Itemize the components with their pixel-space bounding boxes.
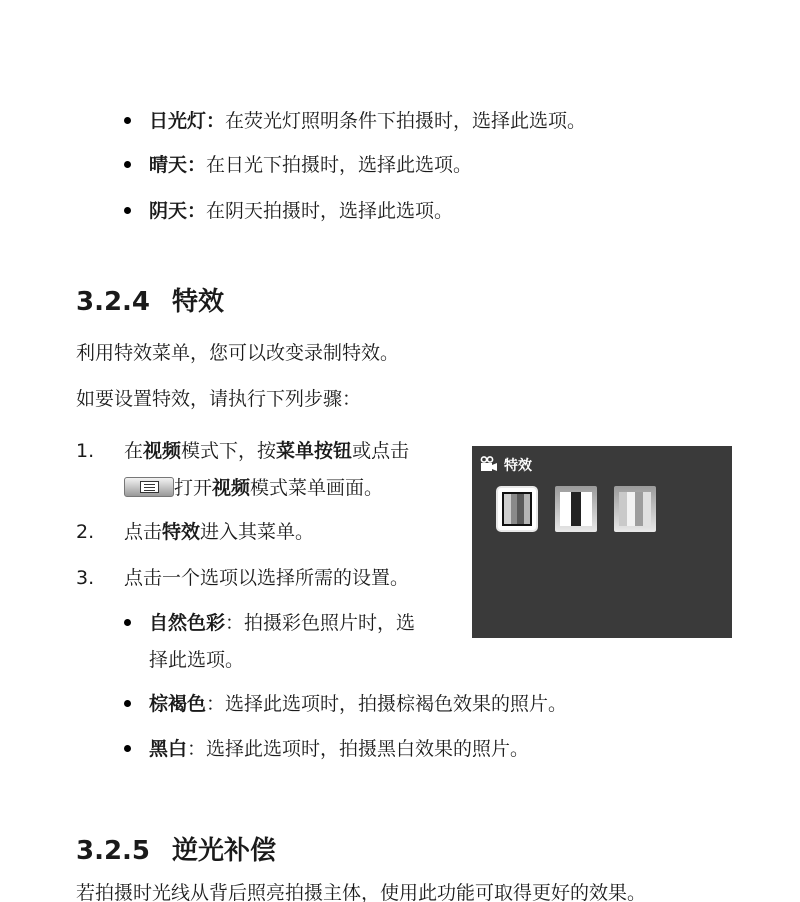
section-heading-325 [76, 834, 276, 868]
paragraph: 若拍摄时光线从背后照亮拍摄主体，使用此功能可取得更好的效果。 [76, 882, 647, 902]
bullet-dot [124, 745, 131, 752]
bullet-term: 黑白 [149, 738, 188, 760]
step-bold: 视频 [143, 440, 182, 462]
step-bold: 视频 [212, 477, 251, 499]
bullet-dot [124, 117, 131, 124]
section-heading-324 [76, 285, 224, 319]
section-number: 3.2.5 [76, 836, 151, 866]
step-text: 打开 [174, 477, 213, 499]
step-bold: 特效 [162, 521, 201, 543]
sub-bullet-natural [149, 610, 415, 636]
bullet-text: 在日光下拍摄时，选择此选项。 [206, 154, 473, 176]
step-3-line: 点击一个选项以选择所需的设置。 [124, 567, 410, 589]
sub-bullet-natural-cont: 择此选项。 [149, 649, 245, 671]
step-text: 点击 [124, 521, 163, 543]
bullet-text: 在阴天拍摄时，选择此选项。 [206, 200, 454, 222]
step-1-line-2 [124, 475, 383, 501]
bullet-text: 在荧光灯照明条件下拍摄时，选择此选项。 [225, 110, 587, 132]
bullet-fluorescent [149, 108, 586, 134]
bullet-term: 自然色彩 [149, 612, 226, 634]
step-2-line [124, 519, 314, 545]
video-camera-icon [480, 456, 498, 472]
section-number: 3.2.4 [76, 287, 151, 317]
bullet-dot [124, 161, 131, 168]
section-title: 特效 [172, 287, 225, 317]
bullet-dot [124, 700, 131, 707]
step-number: 1. [76, 440, 95, 462]
bullet-term: 阴天： [149, 200, 207, 222]
black-white-option[interactable] [555, 486, 597, 532]
effect-menu-screen [472, 446, 732, 638]
bullet-term: 日光灯： [149, 110, 226, 132]
paragraph: 利用特效菜单，您可以改变录制特效。 [76, 342, 400, 364]
sub-bullet-bw [149, 736, 529, 762]
step-bold: 菜单按钮 [276, 440, 353, 462]
step-text: 进入其菜单。 [200, 521, 315, 543]
step-number: 2. [76, 521, 95, 543]
bullet-cloudy [149, 198, 453, 224]
section-title: 逆光补偿 [172, 836, 277, 866]
step-text: 或点击 [352, 440, 410, 462]
step-text: 模式下，按 [181, 440, 277, 462]
menu-button-icon[interactable] [124, 477, 174, 497]
screen-title [480, 456, 532, 475]
bullet-text: ：选择此选项时，拍摄棕褐色效果的照片。 [206, 693, 568, 715]
bullet-dot [124, 207, 131, 214]
bullet-term: 晴天： [149, 154, 207, 176]
step-text: 在 [124, 440, 144, 462]
paragraph: 如要设置特效，请执行下列步骤： [76, 388, 362, 410]
bullet-text: ：选择此选项时，拍摄黑白效果的照片。 [187, 738, 530, 760]
bullet-dot [124, 619, 131, 626]
sub-bullet-sepia [149, 691, 567, 717]
bullet-term: 棕褐色 [149, 693, 207, 715]
natural-color-option[interactable] [496, 486, 538, 532]
bullet-text: ：拍摄彩色照片时，选 [225, 612, 416, 634]
step-text: 模式菜单画面。 [250, 477, 384, 499]
sepia-option[interactable] [614, 486, 656, 532]
step-number: 3. [76, 567, 95, 589]
bullet-sunny [149, 152, 472, 178]
screen-title-text: 特效 [504, 458, 532, 474]
step-1-line-1 [124, 438, 409, 464]
